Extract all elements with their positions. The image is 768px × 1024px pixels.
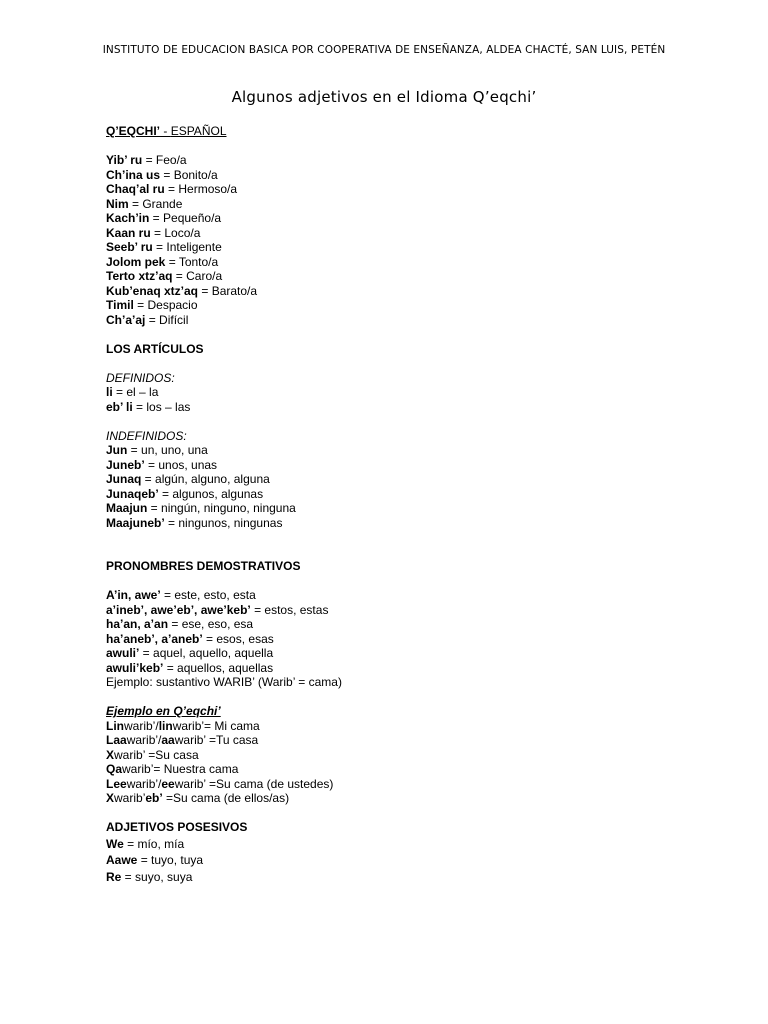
article-meaning: = unos, unas	[144, 457, 218, 472]
articles-heading: LOS ARTÍCULOS	[106, 341, 204, 356]
article-term: Junaq	[106, 472, 142, 486]
example-text: warib’= Nuestra cama	[122, 762, 239, 776]
example-line	[106, 748, 706, 763]
indefinidos-label: INDEFINIDOS:	[106, 428, 187, 443]
demonstrative-example: Ejemplo: sustantivo WARIB’ (Warib’ = cama)	[106, 675, 342, 689]
demonstrative-term: awuli’keb’	[106, 660, 164, 675]
example-line	[106, 777, 706, 792]
example-text: warib’/	[126, 733, 162, 747]
example-text: warib’ =Tu casa	[174, 733, 259, 747]
article-meaning: = el – la	[112, 385, 159, 399]
example-prefix: Qa	[106, 762, 123, 776]
language-header-qeqchi: Q’EQCHI’	[106, 124, 161, 138]
example-text: warib’ =Su cama (de ustedes)	[174, 776, 334, 791]
article-term: Juneb’	[106, 457, 145, 472]
example-text: warib’/	[124, 718, 159, 733]
article-term: Junaqeb’	[106, 486, 159, 501]
adjective-meaning: = Inteligente	[152, 240, 222, 254]
demonstrative-item	[106, 632, 706, 647]
demonstrative-term: awuli’	[106, 646, 140, 660]
adjective-term: Ch’ina us	[106, 167, 161, 182]
document-body	[106, 124, 706, 884]
article-item	[106, 400, 706, 415]
possessive-item	[106, 837, 706, 852]
language-header	[106, 124, 706, 139]
adjective-meaning: = Loco/a	[150, 225, 201, 240]
adjective-item	[106, 153, 706, 168]
article-meaning: = un, uno, una	[127, 443, 208, 457]
adjective-term: Kaan ru	[106, 225, 151, 240]
adjective-term: Timil	[106, 298, 134, 312]
article-item	[106, 385, 706, 400]
example-prefix: Lin	[106, 718, 124, 733]
article-meaning: = los – las	[132, 399, 191, 414]
adjective-term: Jolom pek	[106, 254, 166, 269]
article-item	[106, 458, 706, 473]
adjective-term: Ch’a’aj	[106, 312, 146, 327]
adjective-item	[106, 197, 706, 212]
adjective-item	[106, 284, 706, 299]
possessive-item	[106, 870, 706, 885]
qeqchi-example-heading: Ejemplo en Q’eqchi’	[106, 704, 221, 718]
possessive-item	[106, 853, 706, 868]
article-item	[106, 487, 706, 502]
example-line	[106, 762, 706, 777]
example-line	[106, 791, 706, 806]
adjective-item	[106, 211, 706, 226]
example-prefix: aa	[161, 733, 175, 747]
demonstrative-term: a’ineb’, awe’eb’, awe’keb’	[106, 602, 251, 617]
demonstrative-term: ha’an, a’an	[106, 617, 169, 631]
demonstrative-term: ha’aneb’, a’aneb’	[106, 631, 203, 646]
example-text: warib’ =Su casa	[114, 747, 199, 762]
possessive-term: Re	[106, 869, 122, 884]
adjective-meaning: = Bonito/a	[160, 167, 218, 182]
example-text: warib’= Mi cama	[172, 718, 260, 733]
adjective-item	[106, 313, 706, 328]
adjective-meaning: = Caro/a	[172, 269, 223, 283]
article-item	[106, 472, 706, 487]
demonstrative-item	[106, 661, 706, 676]
demonstrative-item	[106, 646, 706, 661]
adjective-meaning: = Tonto/a	[165, 254, 219, 269]
example-prefix: X	[106, 747, 115, 762]
possessive-meaning: = mío, mía	[123, 836, 185, 851]
example-prefix: Laa	[106, 733, 127, 747]
article-item	[106, 501, 706, 516]
adjective-item	[106, 255, 706, 270]
demonstrative-meaning: = estos, estas	[250, 602, 329, 617]
adjective-term: Yib’ ru	[106, 153, 143, 167]
adjective-term: Kub’enaq xtz’aq	[106, 283, 199, 298]
article-term: Maajuneb’	[106, 515, 165, 530]
adjective-term: Terto xtz’aq	[106, 269, 173, 283]
adjective-term: Kach’in	[106, 211, 150, 225]
article-term: Jun	[106, 443, 128, 457]
adjective-meaning: = Grande	[128, 196, 183, 211]
article-meaning: = ningunos, ningunas	[164, 515, 283, 530]
adjective-item	[106, 168, 706, 183]
adjectives-list	[106, 153, 706, 327]
example-prefix: eb’	[145, 791, 163, 805]
adjective-item	[106, 240, 706, 255]
adjective-meaning: = Difícil	[145, 312, 189, 327]
demonstrative-meaning: = aquel, aquello, aquella	[139, 646, 274, 660]
adjective-item	[106, 182, 706, 197]
example-line	[106, 733, 706, 748]
possessive-term: We	[106, 836, 124, 851]
adjective-item	[106, 298, 706, 313]
example-text: =Su cama (de ellos/as)	[162, 791, 290, 805]
possessives-heading: ADJETIVOS POSESIVOS	[106, 820, 248, 834]
article-meaning: = algún, alguno, alguna	[141, 472, 270, 486]
adjective-meaning: = Pequeño/a	[149, 211, 222, 225]
adjective-term: Seeb’ ru	[106, 240, 153, 254]
demonstratives-heading: PRONOMBRES DEMOSTRATIVOS	[106, 559, 301, 573]
definidos-label: DEFINIDOS:	[106, 370, 175, 385]
demonstrative-meaning: = esos, esas	[202, 631, 274, 646]
example-text: warib’	[114, 791, 146, 805]
example-prefix: ee	[161, 776, 175, 791]
article-term: li	[106, 385, 113, 399]
demonstrative-meaning: = aquellos, aquellas	[163, 660, 274, 675]
page-title: Algunos adjetivos en el Idioma Q’eqchi’	[231, 88, 537, 106]
possessive-meaning: = suyo, suya	[121, 869, 193, 884]
adjective-term: Chaq’al ru	[106, 182, 165, 196]
example-prefix: lin	[158, 718, 173, 733]
language-header-espanol: ESPAÑOL	[170, 124, 227, 138]
adjective-meaning: = Hermoso/a	[164, 182, 238, 196]
demonstrative-item	[106, 603, 706, 618]
article-term: Maajun	[106, 501, 148, 515]
institute-header: INSTITUTO DE EDUCACION BASICA POR COOPERATIVA DE ENSEÑANZA, ALDEA CHACTÉ, SAN LUIS, PETÉN	[102, 44, 666, 56]
adjective-term: Nim	[106, 196, 129, 211]
adjective-meaning: = Feo/a	[142, 153, 187, 167]
demonstrative-meaning: = ese, eso, esa	[168, 617, 254, 631]
article-meaning: = algunos, algunas	[158, 486, 264, 501]
article-item	[106, 443, 706, 458]
demonstrative-item	[106, 617, 706, 632]
example-line	[106, 719, 706, 734]
article-term: eb’ li	[106, 399, 133, 414]
language-header-separator: -	[160, 124, 171, 138]
possessive-meaning: = tuyo, tuya	[137, 853, 204, 867]
example-text: warib’/	[126, 776, 162, 791]
possessive-term: Aawe	[106, 853, 138, 867]
adjective-meaning: = Barato/a	[198, 283, 258, 298]
adjective-item	[106, 269, 706, 284]
adjective-meaning: = Despacio	[133, 298, 198, 312]
adjective-item	[106, 226, 706, 241]
demonstrative-term: A’in, awe’	[106, 588, 161, 602]
example-prefix: X	[106, 791, 115, 805]
article-meaning: = ningún, ninguno, ninguna	[147, 501, 296, 515]
demonstrative-meaning: = este, esto, esta	[160, 588, 256, 602]
article-item	[106, 516, 706, 531]
demonstrative-item	[106, 588, 706, 603]
example-prefix: Lee	[106, 776, 127, 791]
